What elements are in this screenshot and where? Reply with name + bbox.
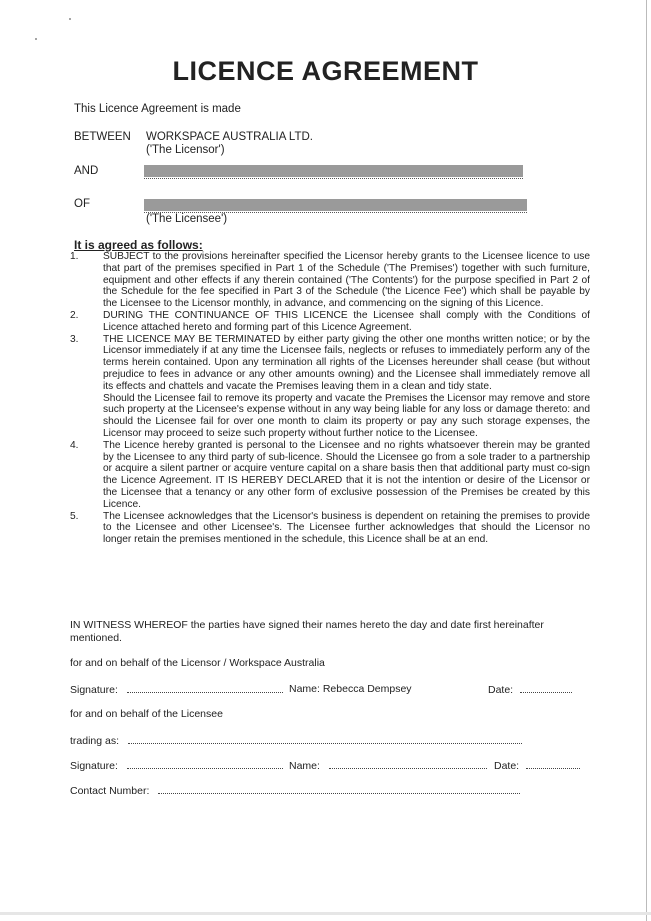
scan-edge-bottom <box>0 912 651 915</box>
document-title: LICENCE AGREEMENT <box>172 56 479 86</box>
licensee-name-field[interactable] <box>329 759 487 769</box>
clause-item <box>70 440 590 511</box>
witness-statement: IN WITNESS WHEREOF the parties have signed their names hereto the day and date first hereinafter mentioned. <box>70 619 544 644</box>
contact-row <box>70 784 520 798</box>
of-label: OF <box>74 198 90 210</box>
licensor-date-row <box>488 683 572 697</box>
date-label: Date: <box>488 684 514 696</box>
clause-item <box>70 251 590 310</box>
licensor-name-label: Name: Rebecca Dempsey <box>289 683 412 695</box>
clause-text: The Licence hereby granted is personal to the Licensee and no rights whatsoever therein may be granted by the Licensee to any third party of sub-licence. Should the Licensee go from a sole trader to a partnership or acquire a silent partner or acquire venture capital on a share basis then that additional party must co-sign the Licence Agreement. IT IS HEREBY DECLARED that it is not the intention or desire of the Licensor or the Licensee that a tenancy or any other form of exclusive possession of the Premises be created by this Licence. <box>103 439 590 510</box>
clause-text-continued: Should the Licensee fail to remove its property and vacate the Premises the Licensor may remove and store such property at the Licensee's expense without in any way being liable for any loss or damage thereto: and should the Licensee fail for over one month to claim its property or pay any such storage expenses, the Licensor may proceed to seize such property without further notice to the Licensee. <box>103 392 590 439</box>
clause-item <box>70 310 590 334</box>
redacted-licensee-address <box>144 199 527 211</box>
clause-number: 3. <box>70 333 79 345</box>
clause-text: DURING THE CONTINUANCE OF THIS LICENCE the Licensee shall comply with the Conditions of Licence attached hereto and forming part of this Licence Agreement. <box>103 309 590 333</box>
date-label: Date: <box>494 760 520 772</box>
licensor-date-field[interactable] <box>520 683 572 693</box>
clause-text: The Licensee acknowledges that the Licensor's business is dependent on retaining the premises to provide to the Licensee and other Licensee's. The Licensee further acknowledges that should the Licensor no longer retain the premises mentioned in the schedule, this Licence shall be at an end. <box>103 510 590 546</box>
clause-item <box>70 511 590 546</box>
name-label: Name: <box>289 760 320 772</box>
and-label: AND <box>74 165 99 177</box>
intro-text: This Licence Agreement is made <box>74 103 241 115</box>
contact-number-field[interactable] <box>158 784 520 794</box>
between-label: BETWEEN <box>74 131 131 143</box>
clause-list <box>70 251 590 546</box>
trading-row <box>70 734 522 748</box>
licensee-date-row <box>494 759 580 773</box>
licensee-name-row <box>289 759 487 773</box>
clause-number: 2. <box>70 309 79 321</box>
contact-label: Contact Number: <box>70 785 150 797</box>
clause-number: 1. <box>70 251 79 262</box>
licensee-signature-row <box>70 759 283 773</box>
licensor-behalf-text: for and on behalf of the Licensor / Workspace Australia <box>70 657 325 669</box>
scan-edge <box>646 0 647 921</box>
agreed-heading: It is agreed as follows: <box>74 238 203 252</box>
signature-label: Signature: <box>70 760 118 772</box>
licensee-date-field[interactable] <box>526 759 580 769</box>
licensee-signature-field[interactable] <box>127 759 283 769</box>
clause-number: 5. <box>70 510 79 522</box>
licensor-signature-field[interactable] <box>127 683 283 693</box>
licensor-signature-row <box>70 683 283 697</box>
licensor-name: WORKSPACE AUSTRALIA LTD. <box>146 131 314 143</box>
clause-number: 4. <box>70 439 79 451</box>
clause-item <box>70 334 590 440</box>
redacted-licensee-name <box>144 165 523 177</box>
clause-text: SUBJECT to the provisions hereinafter specified the Licensor hereby grants to the Licensee licence to use that part of the premises specified in Part 1 of the Schedule ('The Premises') together with such furniture, equipment and other effects if any therein contained ('The Contents') for the purpose specified in Part 2 of the Schedule for the fee specified in Part 3 of the Schedule ('the Licence Fee') which shall be payable by the Licensee to the Licensor monthly, in advance, and commencing on the signing of this Licence. <box>103 251 590 310</box>
scan-speck <box>35 38 37 40</box>
licensee-tag: ('The Licensee') <box>146 213 228 225</box>
trading-as-field[interactable] <box>128 734 522 744</box>
licensee-behalf-text: for and on behalf of the Licensee <box>70 708 223 720</box>
clause-text: THE LICENCE MAY BE TERMINATED by either party giving the other one months written notice; or by the Licensor immediately if at any time the Licensee fails, neglects or refuses to immediately perform any of the terms herein contained. Upon any termination all rights of the Licenses hereunder shall cease (but without prejudice to fees in advance or any other amounts owning) and the Licensee shall immediately remove all its effects and chattels and vacate the Premises leaving them in a clean and tidy state. <box>103 333 590 392</box>
signature-label: Signature: <box>70 684 118 696</box>
trading-label: trading as: <box>70 735 120 747</box>
licensor-tag: ('The Licensor') <box>146 144 225 156</box>
scan-speck <box>69 18 71 20</box>
